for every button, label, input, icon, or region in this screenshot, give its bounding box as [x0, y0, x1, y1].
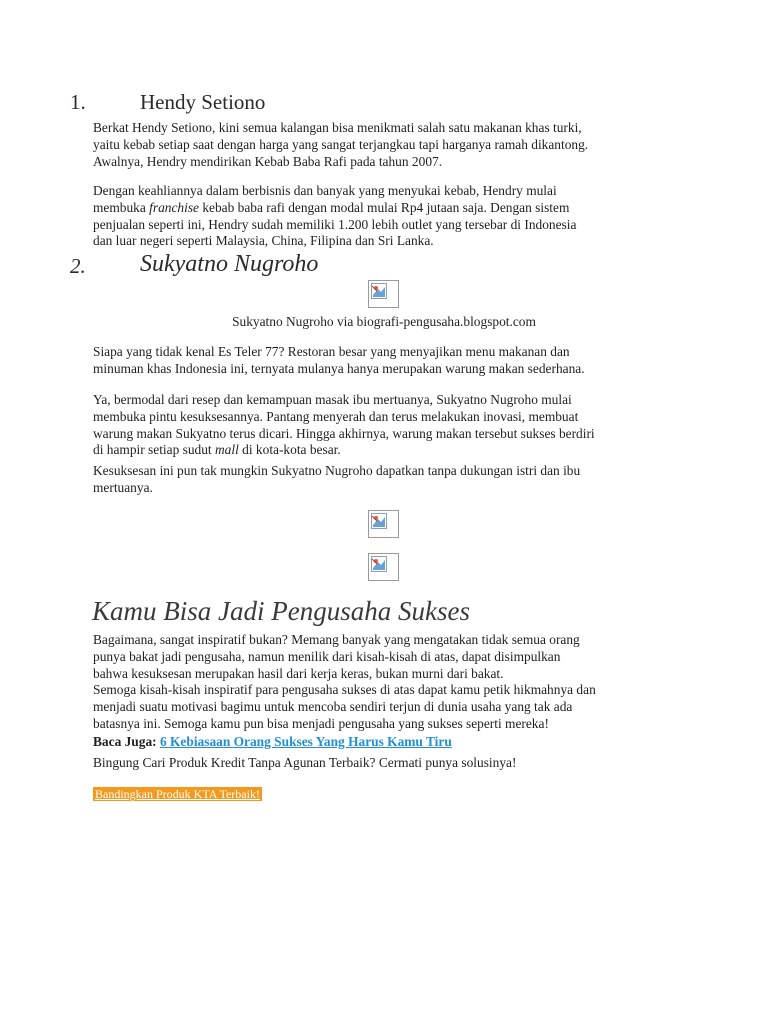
text-line: Ya, bermodal dari resep dan kemampuan masak ibu mertuanya, Sukyatno Nugroho mulai [93, 392, 572, 407]
text-span: membuka [93, 199, 150, 215]
closing-paragraph [93, 632, 693, 733]
text-line: penjualan seperti ini, Hendry sudah memiliki 1.200 lebih outlet yang tersebar di Indonesia [93, 216, 577, 232]
text-line: warung makan Sukyatno terus dicari. Hingga akhirnya, warung makan tersebut sukses berdiri [93, 425, 595, 441]
text-line: Kesuksesan ini pun tak mungkin Sukyatno Nugroho dapatkan tanpa dukungan istri dan ibu [93, 463, 581, 478]
text-line: Berkat Hendy Setiono, kini semua kalangan bisa menikmati salah satu makanan khas turki, [93, 120, 582, 135]
text-line: batasnya ini. Semoga kamu pun bisa menjadi pengusaha yang sukses seperti mereka! [93, 715, 549, 731]
closing-title: Kamu Bisa Jadi Pengusaha Sukses [92, 596, 470, 626]
section-1-title: Hendy Setiono [140, 90, 266, 114]
image-caption: Sukyatno Nugroho via biografi-pengusaha.blogspot.com [232, 314, 536, 329]
text-line: Bagaimana, sangat inspiratif bukan? Memang banyak yang mengatakan tidak semua orang [93, 632, 580, 647]
text-line: yaitu kebab setiap saat dengan harga yang sangat terjangkau tapi harganya ramah dikantong. [93, 136, 589, 152]
section-2-number: 2. [70, 254, 86, 278]
section-1-paragraph-2 [93, 183, 683, 250]
section-2-title: Sukyatno Nugroho [140, 251, 319, 277]
baca-juga-link[interactable]: 6 Kebiasaan Orang Sukses Yang Harus Kamu Tiru [159, 734, 452, 749]
compare-kta-button[interactable]: Bandingkan Produk KTA Terbaik! [95, 787, 260, 801]
mall-term: mall [215, 442, 239, 458]
text-span: kebab baba rafi dengan modal mulai Rp4 jutaan saja. Dengan sistem [199, 199, 570, 215]
section-2-paragraph-1 [93, 344, 683, 378]
text-line: Dengan keahliannya dalam berbisnis dan banyak yang menyukai kebab, Hendry mulai [93, 183, 557, 198]
baca-juga-line [93, 734, 683, 751]
text-line [93, 200, 683, 217]
section-1-number: 1. [70, 90, 86, 114]
text-line: punya bakat jadi pengusaha, namun menilik dari kisah-kisah di atas, dapat disimpulkan [93, 648, 561, 664]
kredit-promo-text: Bingung Cari Produk Kredit Tanpa Agunan Terbaik? Cermati punya solusinya! [93, 755, 517, 770]
broken-image-icon [368, 280, 399, 308]
text-line: Awalnya, Hendry mendirikan Kebab Baba Rafi pada tahun 2007. [93, 153, 443, 169]
text-span: di kota-kota besar. [238, 442, 341, 458]
broken-image-icon [368, 510, 399, 538]
text-line: menjadi suatu motivasi bagimu untuk mencoba sendiri terjun di dunia usaha yang tak ada [93, 699, 573, 715]
section-2-heading [70, 251, 470, 281]
text-line: Siapa yang tidak kenal Es Teler 77? Restoran besar yang menyajikan menu makanan dan [93, 344, 570, 359]
text-line: membuka pintu kesuksesannya. Pantang menyerah dan terus melakukan inovasi, membuat [93, 408, 579, 424]
section-2-paragraph-3 [93, 463, 683, 497]
franchise-term: franchise [149, 199, 199, 215]
section-2-paragraph-2 [93, 392, 683, 459]
broken-image-icon [368, 553, 399, 581]
text-span: di hampir setiap sudut [93, 442, 215, 458]
section-1-heading [70, 90, 370, 116]
text-line: minuman khas Indonesia ini, ternyata mulanya hanya merupakan warung makan sederhana. [93, 360, 585, 376]
text-line: dan luar negeri seperti Malaysia, China, Filipina dan Sri Lanka. [93, 233, 434, 249]
baca-juga-label: Baca Juga: [93, 734, 160, 749]
section-1-paragraph-1 [93, 120, 683, 170]
text-line: mertuanya. [93, 479, 153, 495]
text-line [93, 442, 683, 459]
cta-wrapper [93, 785, 262, 803]
text-line: bahwa kesuksesan merupakan hasil dari kerja keras, bukan murni dari bakat. [93, 665, 504, 681]
text-line: Semoga kisah-kisah inspiratif para pengusaha sukses di atas dapat kamu petik hikmahnya dan [93, 682, 596, 698]
